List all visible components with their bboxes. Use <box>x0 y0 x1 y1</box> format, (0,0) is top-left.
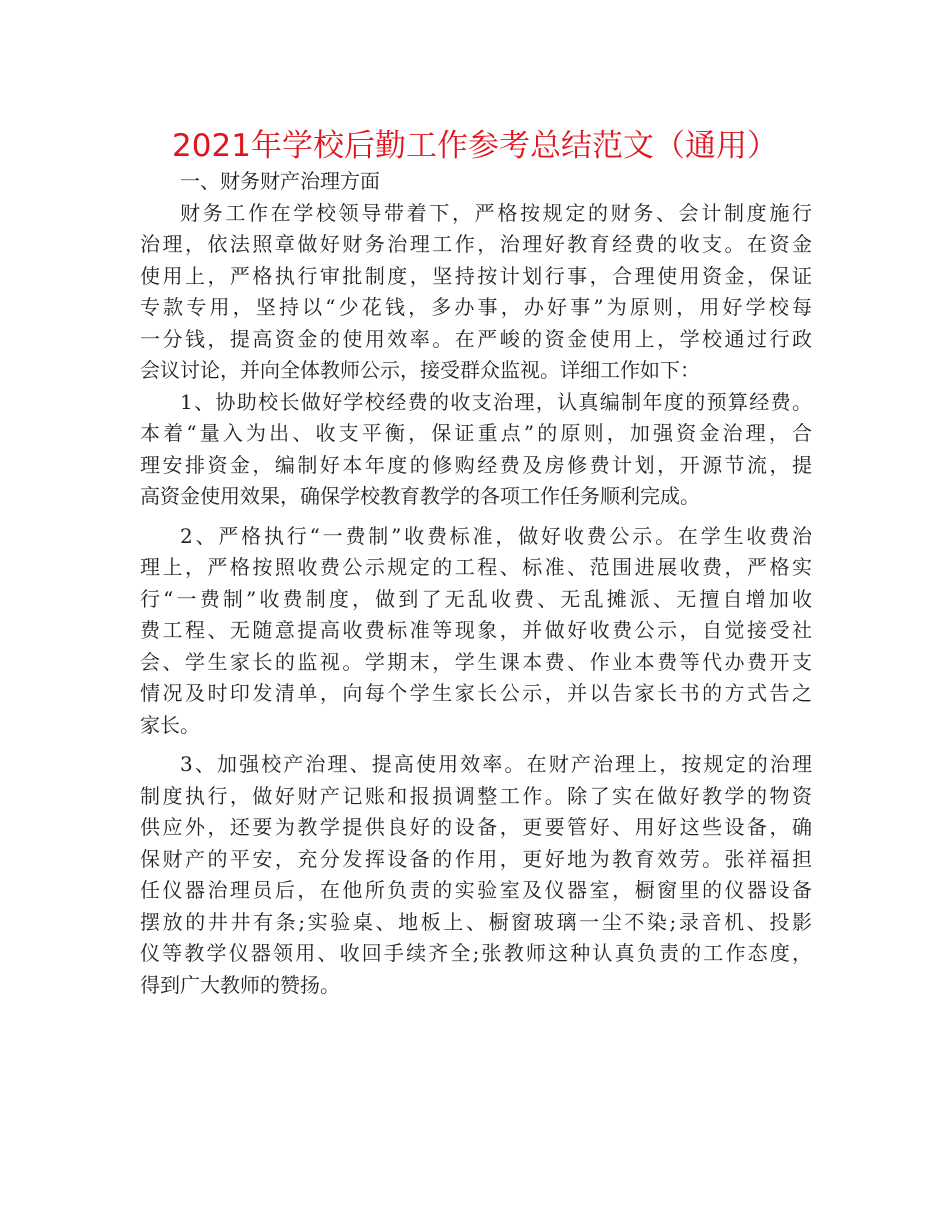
text-line: 会、学生家长的监视。学期末，学生课本费、作业本费等代办费开支 <box>140 649 812 674</box>
text-line: 理安排资金，编制好本年度的修购经费及房修费计划，开源节流，提 <box>140 452 812 477</box>
text-line: 专款专用，坚持以“少花钱，多办事，办好事”为原则，用好学校每 <box>140 295 812 319</box>
paragraph-item-2 <box>140 521 812 742</box>
text-line: 制度执行，做好财产记账和报损调整工作。除了实在做好教学的物资 <box>140 783 812 808</box>
text-line: 2、严格执行“一费制”收费标准，做好收费公示。在学生收费治 <box>180 523 812 548</box>
text-line: 治理，依法照章做好财务治理工作，治理好教育经费的收支。在资金 <box>140 232 812 256</box>
text-line: 任仪器治理员后，在他所负责的实验室及仪器室，橱窗里的仪器设备 <box>140 878 812 902</box>
text-line: 情况及时印发清单，向每个学生家长公示，并以告家长书的方式告之 <box>140 681 812 705</box>
text-line: 供应外，还要为教学提供良好的设备，更要管好、用好这些设备，确 <box>140 815 812 839</box>
document-body <box>140 166 812 1001</box>
text-line: 理上，严格按照收费公示规定的工程、标准、范围进展收费，严格实 <box>140 555 812 579</box>
paragraph-item-1 <box>140 387 812 513</box>
text-line: 一分钱，提高资金的使用效率。在严峻的资金使用上，学校通过行政 <box>140 326 812 351</box>
text-line: 1、协助校长做好学校经费的收支治理，认真编制年度的预算经费。 <box>180 389 812 414</box>
text-line: 行“一费制”收费制度，做到了无乱收费、无乱摊派、无擅自增加收 <box>140 586 812 611</box>
text-line: 财务工作在学校领导带着下，严格按规定的财务、会计制度施行 <box>180 200 812 225</box>
paragraph-item-3 <box>140 749 812 1001</box>
text-line: 摆放的井井有条;实验桌、地板上、橱窗玻璃一尘不染;录音机、投影 <box>140 909 812 934</box>
paragraph-finance-overview <box>140 198 812 387</box>
text-line: 仪等教学仪器领用、收回手续齐全;张教师这种认真负责的工作态度， <box>140 941 812 965</box>
text-line: 会议讨论，并向全体教师公示，接受群众监视。详细工作如下： <box>140 358 700 382</box>
paragraph-spacer <box>140 741 812 749</box>
text-line: 本着“量入为出、收支平衡，保证重点”的原则，加强资金治理，合 <box>140 421 812 445</box>
document-title: 2021年学校后勤工作参考总结范文（通用） <box>172 128 778 164</box>
text-line: 高资金使用效果，确保学校教育教学的各项工作任务顺利完成。 <box>140 484 700 508</box>
text-line: 3、加强校产治理、提高使用效率。在财产治理上，按规定的治理 <box>180 752 812 776</box>
text-line: 得到广大教师的赞扬。 <box>140 972 340 997</box>
text-line: 保财产的平安，充分发挥设备的作用，更好地为教育效劳。张祥福担 <box>140 846 812 871</box>
section-heading: 一、财务财产治理方面 <box>180 169 380 193</box>
text-line: 使用上，严格执行审批制度，坚持按计划行事，合理使用资金，保证 <box>140 263 812 288</box>
text-line: 费工程、无随意提高收费标准等现象，并做好收费公示，自觉接受社 <box>140 618 812 642</box>
paragraph-spacer <box>140 513 812 521</box>
text-line: 家长。 <box>140 712 200 737</box>
